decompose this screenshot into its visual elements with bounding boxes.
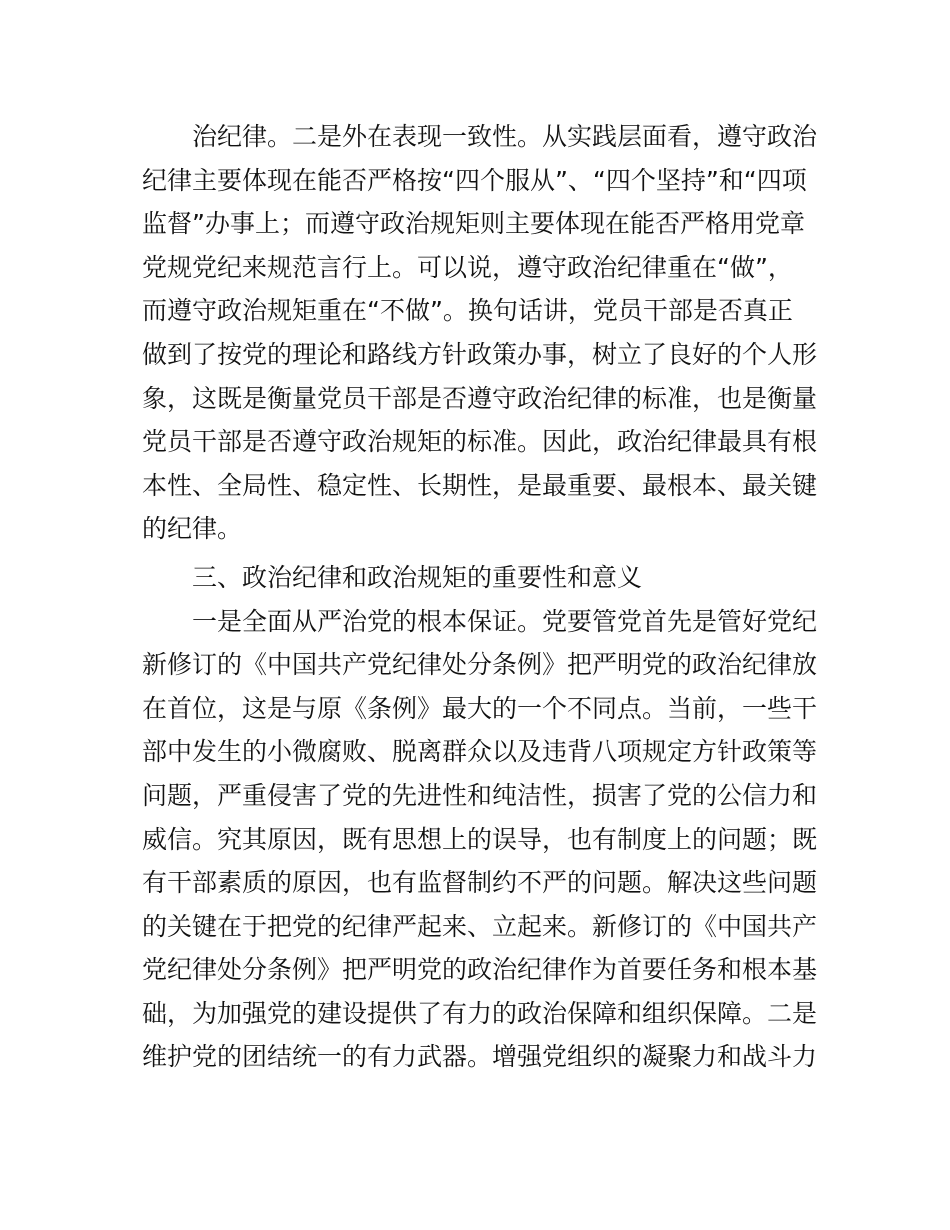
text-line: 象，这既是衡量党员干部是否遵守政治纪律的标准，也是衡量 [142, 383, 818, 413]
section-heading: 三、政治纪律和政治规矩的重要性和意义 [192, 562, 643, 592]
text-line: 监督”办事上；而遵守政治规矩则主要体现在能否严格用党章 [142, 209, 805, 239]
text-line: 党规党纪来规范言行上。可以说，遵守政治纪律重在“做”， [142, 252, 793, 282]
text-line: 做到了按党的理论和路线方针政策办事，树立了良好的个人形 [142, 339, 818, 369]
text-line: 党纪律处分条例》把严明党的政治纪律作为首要任务和根本基 [142, 955, 818, 985]
text-line: 党员干部是否遵守政治规矩的标准。因此，政治纪律最具有根 [142, 427, 818, 457]
text-line: 一是全面从严治党的根本保证。党要管党首先是管好党纪 [192, 606, 818, 636]
text-line: 的纪律。 [142, 514, 243, 544]
text-line: 有干部素质的原因，也有监督制约不严的问题。解决这些问题 [142, 868, 818, 898]
text-line: 维护党的团结统一的有力武器。增强党组织的凝聚力和战斗力 [142, 1042, 818, 1072]
document-body [142, 115, 822, 1079]
text-line: 问题，严重侵害了党的先进性和纯洁性，损害了党的公信力和 [142, 780, 818, 810]
text-line: 部中发生的小微腐败、脱离群众以及违背八项规定方针政策等 [142, 737, 818, 767]
text-line: 纪律主要体现在能否严格按“四个服从”、“四个坚持”和“四项 [142, 165, 807, 195]
text-line: 新修订的《中国共产党纪律处分条例》把严明党的政治纪律放 [142, 650, 818, 680]
text-line: 治纪律。二是外在表现一致性。从实践层面看，遵守政治 [192, 122, 818, 151]
text-line: 而遵守政治规矩重在“不做”。换句话讲，党员干部是否真正 [142, 296, 793, 326]
text-line: 在首位，这是与原《条例》最大的一个不同点。当前，一些干 [142, 693, 818, 723]
text-line: 本性、全局性、稳定性、长期性，是最重要、最根本、最关键 [142, 470, 818, 500]
text-line: 的关键在于把党的纪律严起来、立起来。新修订的《中国共产 [142, 911, 818, 941]
text-line: 础，为加强党的建设提供了有力的政治保障和组织保障。二是 [142, 998, 818, 1028]
text-line: 威信。究其原因，既有思想上的误导，也有制度上的问题；既 [142, 824, 818, 854]
